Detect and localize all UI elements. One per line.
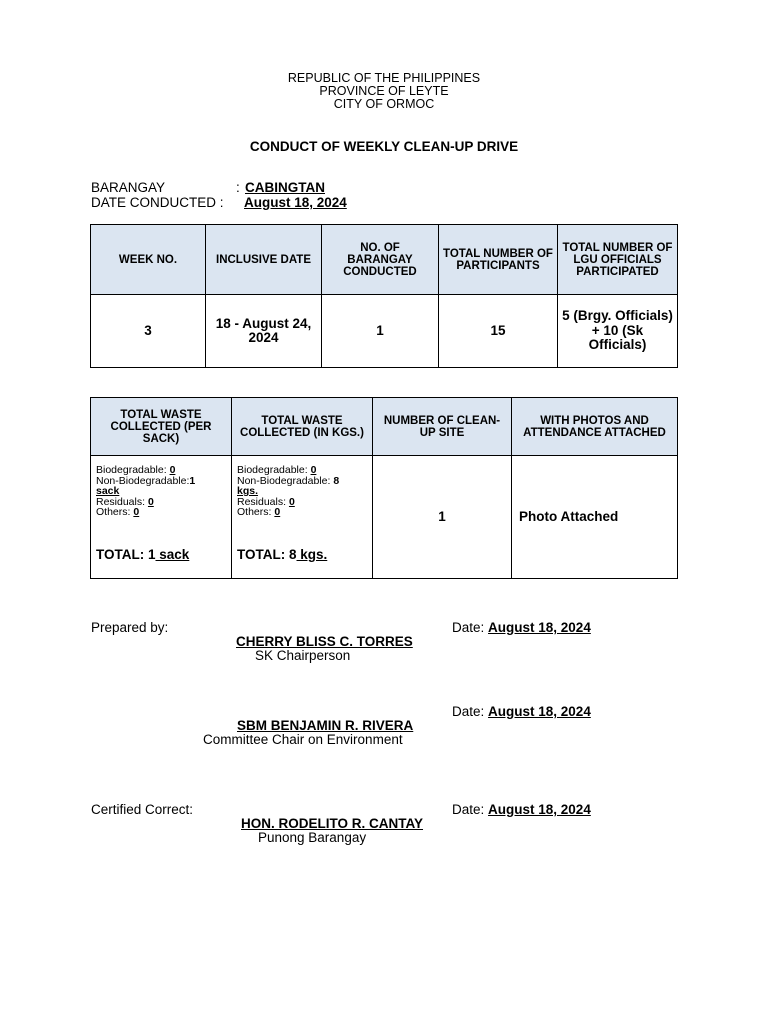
total-sack-label: TOTAL: 1	[96, 547, 156, 562]
date-conducted-label: DATE CONDUCTED :	[91, 195, 224, 210]
document-title: CONDUCT OF WEEKLY CLEAN-UP DRIVE	[249, 139, 519, 154]
date-value: August 18, 2024	[488, 704, 591, 719]
table-row	[91, 456, 678, 579]
header-city: CITY OF ORMOC	[333, 97, 435, 111]
residuals-label: Residuals:	[96, 495, 148, 508]
others-label: Others:	[237, 506, 275, 518]
nonbio-unit: kgs.	[237, 485, 259, 497]
signatory-name: CHERRY BLISS C. TORRES	[236, 634, 413, 649]
date-label: Date:	[452, 620, 489, 635]
th-waste-kgs: TOTAL WASTE COLLECTED (IN KGS.)	[232, 398, 373, 456]
residuals-value: 0	[288, 495, 295, 508]
cell-inclusive-date: 18 - August 24, 2024	[206, 295, 322, 368]
date-value: August 18, 2024	[488, 802, 591, 817]
cell-cleanup-sites: 1	[373, 456, 512, 579]
th-waste-sack: TOTAL WASTE COLLECTED (PER SACK)	[91, 398, 232, 456]
header-republic: REPUBLIC OF THE PHILIPPINES	[287, 71, 481, 85]
barangay-label: BARANGAY	[91, 180, 166, 195]
th-inclusive-date: INCLUSIVE DATE	[206, 225, 322, 295]
bio-value: 0	[310, 464, 317, 476]
signatory-position: Committee Chair on Environment	[203, 732, 403, 747]
total-kgs-label: TOTAL: 8	[237, 547, 297, 562]
cell-participants: 15	[439, 295, 558, 368]
total-sack-unit: sack	[155, 547, 190, 562]
others-label: Others:	[96, 506, 134, 518]
header-province: PROVINCE OF LEYTE	[319, 84, 449, 98]
signatory-date	[452, 704, 591, 719]
total-sack	[96, 547, 190, 562]
signatory-date	[452, 802, 591, 817]
total-kgs-unit: kgs.	[296, 547, 328, 562]
prepared-by-label: Prepared by:	[91, 620, 169, 635]
signatory-name: HON. RODELITO R. CANTAY	[241, 816, 424, 831]
residuals-label: Residuals:	[237, 495, 289, 508]
date-label: Date:	[452, 802, 489, 817]
nonbio-unit: sack	[96, 485, 120, 497]
cell-no-barangay: 1	[322, 295, 439, 368]
nonbio-value: 1	[189, 474, 196, 487]
bio-label: Biodegradable:	[237, 464, 311, 476]
total-kgs	[237, 547, 328, 562]
th-week-no: WEEK NO.	[91, 225, 206, 295]
bio-label: Biodegradable:	[96, 464, 170, 476]
residuals-value: 0	[147, 495, 154, 508]
cell-week-no: 3	[91, 295, 206, 368]
clean-up-summary-table	[90, 224, 678, 368]
nonbio-value: 8	[333, 474, 340, 487]
date-conducted-value: August 18, 2024	[244, 195, 347, 210]
th-no-barangay: NO. OF BARANGAY CONDUCTED	[322, 225, 439, 295]
th-participants: TOTAL NUMBER OF PARTICIPANTS	[439, 225, 558, 295]
others-value: 0	[133, 506, 140, 518]
th-lgu-officials: TOTAL NUMBER OF LGU OFFICIALS PARTICIPATED	[558, 225, 678, 295]
date-value: August 18, 2024	[488, 620, 591, 635]
barangay-value: CABINGTAN	[245, 180, 325, 195]
others-value: 0	[274, 506, 281, 518]
date-label: Date:	[452, 704, 489, 719]
nonbio-label: Non-Biodegradable:	[96, 474, 190, 487]
signatory-position: SK Chairperson	[255, 648, 351, 663]
cell-waste-sack	[91, 456, 232, 579]
cell-lgu-officials: 5 (Brgy. Officials) + 10 (Sk Officials)	[558, 295, 678, 368]
signatory-name: SBM BENJAMIN R. RIVERA	[237, 718, 414, 733]
barangay-colon: :	[236, 180, 240, 195]
th-cleanup-sites: NUMBER OF CLEAN-UP SITE	[373, 398, 512, 456]
cell-photos-attached: Photo Attached	[512, 456, 678, 579]
th-photos-attached: WITH PHOTOS AND ATTENDANCE ATTACHED	[512, 398, 678, 456]
nonbio-label: Non-Biodegradable:	[237, 474, 334, 487]
table-row	[91, 295, 678, 368]
cell-waste-kgs	[232, 456, 373, 579]
signatory-date	[452, 620, 591, 635]
waste-collection-table	[90, 397, 678, 579]
table-header-row	[91, 398, 678, 456]
bio-value: 0	[169, 464, 176, 476]
signatory-position: Punong Barangay	[258, 830, 367, 845]
certified-correct-label: Certified Correct:	[91, 802, 194, 817]
table-header-row	[91, 225, 678, 295]
